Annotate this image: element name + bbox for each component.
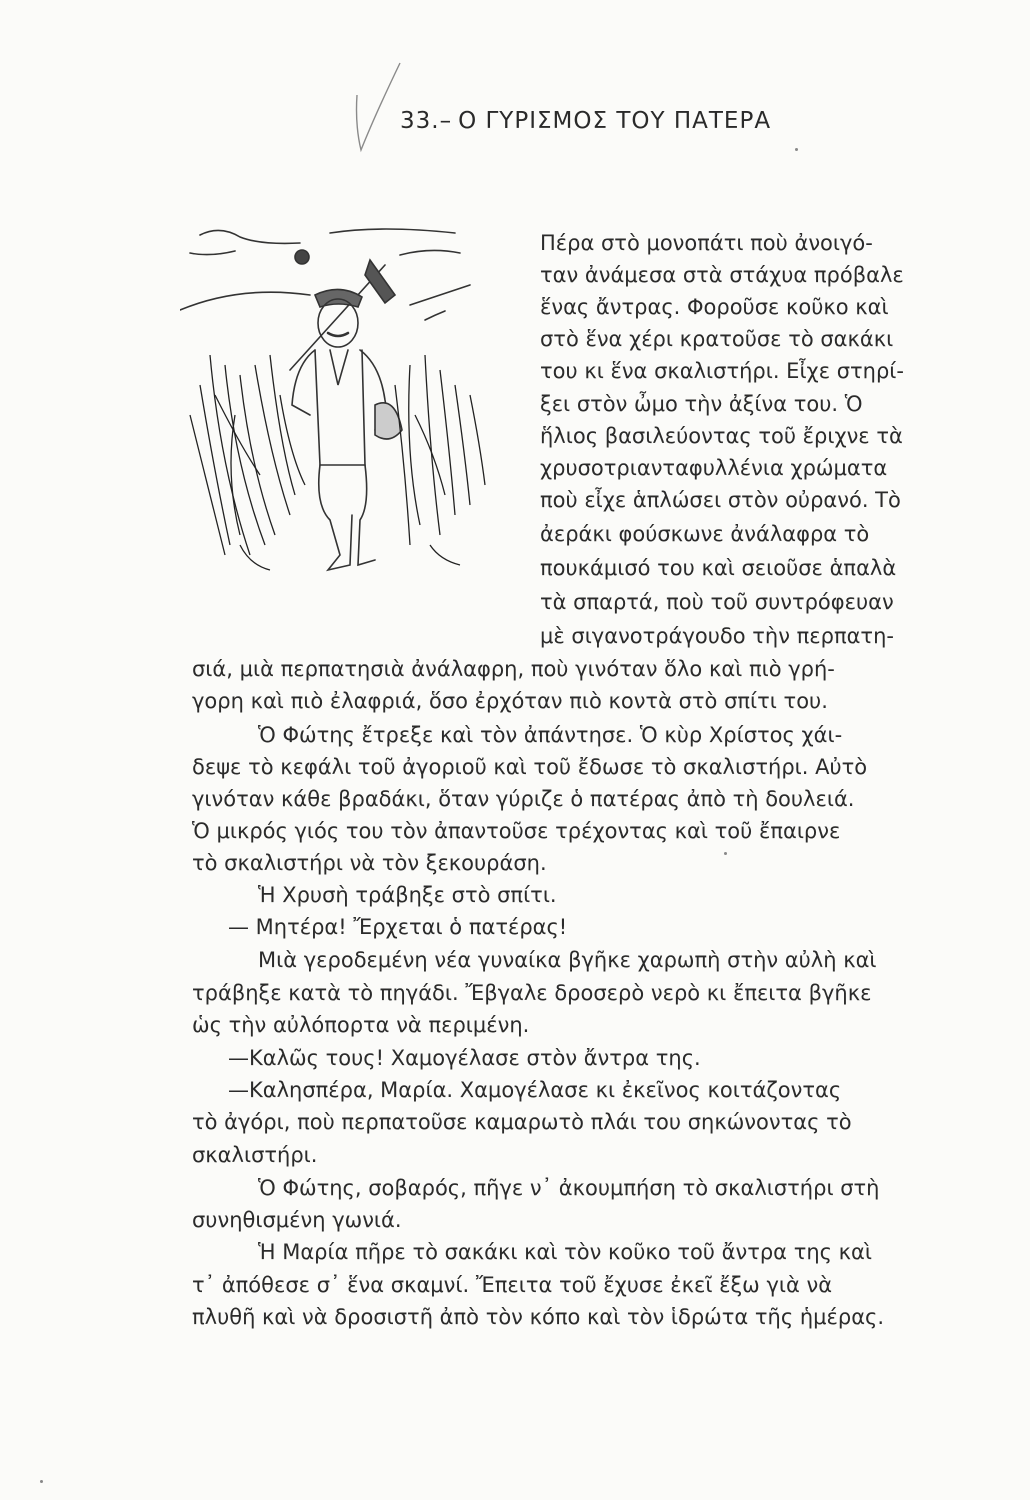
- text-line: συνηθισμένη γωνιά.: [192, 1208, 402, 1232]
- text-line: τὰ σπαρτά, ποὺ τοῦ συντρόφευαν: [540, 590, 894, 614]
- text-line: τ᾽ ἀπόθεσε σ᾽ ἕνα σκαμνί. Ἔπειτα τοῦ ἔχυσε ἐκεῖ ἔξω γιὰ νὰ: [192, 1273, 833, 1297]
- paper-speck: [795, 148, 798, 151]
- text-line: ξει στὸν ὦμο τὴν ἀξίνα του. Ὁ: [540, 392, 863, 416]
- text-line: πουκάμισό του καὶ σειοῦσε ἁπαλὰ: [540, 556, 897, 580]
- chapter-heading: [400, 108, 771, 134]
- text-line: Μιὰ γεροδεμένη νέα γυναίκα βγῆκε χαρωπὴ στὴν αὐλὴ καὶ: [258, 948, 877, 972]
- text-line: γινόταν κάθε βραδάκι, ὅταν γύριζε ὁ πατέρας ἀπὸ τὴ δουλειά.: [192, 787, 855, 811]
- text-line: χρυσοτριανταφυλλένια χρώματα: [540, 456, 888, 480]
- farmer-with-axe-in-wheat-field-illustration: [180, 215, 510, 615]
- text-line: Πέρα στὸ μονοπάτι ποὺ ἀνοιγό-: [540, 231, 873, 255]
- text-line: στὸ ἕνα χέρι κρατοῦσε τὸ σακάκι: [540, 327, 894, 351]
- text-line: του κι ἕνα σκαλιστήρι. Εἶχε στηρί-: [540, 359, 904, 383]
- text-line: τὸ σκαλιστήρι νὰ τὸν ξεκουράση.: [192, 851, 547, 875]
- text-line: Ὁ Φώτης, σοβαρός, πῆγε ν᾽ ἀκουμπήση τὸ σκαλιστήρι στὴ: [258, 1176, 880, 1200]
- text-line: — Μητέρα! Ἔρχεται ὁ πατέρας!: [228, 915, 568, 939]
- paper-speck: [724, 852, 727, 855]
- text-line: ἥλιος βασιλεύοντας τοῦ ἔριχνε τὰ: [540, 424, 903, 448]
- text-line: ἀεράκι φούσκωνε ἀνάλαφρα τὸ: [540, 522, 870, 546]
- text-line: —Καλῶς τους! Χαμογέλασε στὸν ἄντρα της.: [228, 1046, 701, 1070]
- text-line: —Καλησπέρα, Μαρία. Χαμογέλασε κι ἐκεῖνος κοιτάζοντας: [228, 1078, 842, 1102]
- pencil-check-mark-icon: [345, 55, 405, 165]
- text-line: ἕνας ἄντρας. Φοροῦσε κοῦκο καὶ: [540, 295, 889, 319]
- text-line: σιά, μιὰ περπατησιὰ ἀνάλαφρη, ποὺ γινόταν ὅλο καὶ πιὸ γρή-: [192, 657, 835, 681]
- text-line: γορη καὶ πιὸ ἐλαφριά, ὅσο ἐρχόταν πιὸ κοντὰ στὸ σπίτι του.: [192, 689, 828, 713]
- text-line: τράβηξε κατὰ τὸ πηγάδι. Ἔβγαλε δροσερὸ νερὸ κι ἔπειτα βγῆκε: [192, 981, 872, 1005]
- text-line: ταν ἀνάμεσα στὰ στάχυα πρόβαλε: [540, 263, 904, 287]
- text-line: ποὺ εἶχε ἁπλώσει στὸν οὐρανό. Τὸ: [540, 488, 901, 512]
- chapter-number: 33.–: [400, 108, 453, 134]
- text-line: ὡς τὴν αὐλόπορτα νὰ περιμένη.: [192, 1013, 530, 1037]
- text-line: μὲ σιγανοτράγουδο τὴν περπατη-: [540, 624, 894, 648]
- text-line: Ὁ μικρός γιός του τὸν ἀπαντοῦσε τρέχοντας καὶ τοῦ ἔπαιρνε: [192, 819, 841, 843]
- chapter-title: Ο ΓΥΡΙΣΜΟΣ ΤΟΥ ΠΑΤΕΡΑ: [458, 108, 772, 134]
- text-line: Ἡ Μαρία πῆρε τὸ σακάκι καὶ τὸν κοῦκο τοῦ ἄντρα της καὶ: [258, 1240, 872, 1264]
- text-line: Ὁ Φώτης ἔτρεξε καὶ τὸν ἀπάντησε. Ὁ κὺρ Χρίστος χάι-: [258, 723, 843, 747]
- text-line: τὸ ἀγόρι, ποὺ περπατοῦσε καμαρωτὸ πλάι του σηκώνοντας τὸ: [192, 1110, 852, 1134]
- text-line: Ἡ Χρυσὴ τράβηξε στὸ σπίτι.: [258, 883, 557, 907]
- paper-speck: [40, 1480, 43, 1483]
- text-line: δεψε τὸ κεφάλι τοῦ ἀγοριοῦ καὶ τοῦ ἔδωσε τὸ σκαλιστήρι. Αὐτὸ: [192, 755, 868, 779]
- text-line: πλυθῆ καὶ νὰ δροσιστῆ ἀπὸ τὸν κόπο καὶ τὸν ἱδρώτα τῆς ἡμέρας.: [192, 1305, 885, 1329]
- text-line: σκαλιστήρι.: [192, 1143, 318, 1167]
